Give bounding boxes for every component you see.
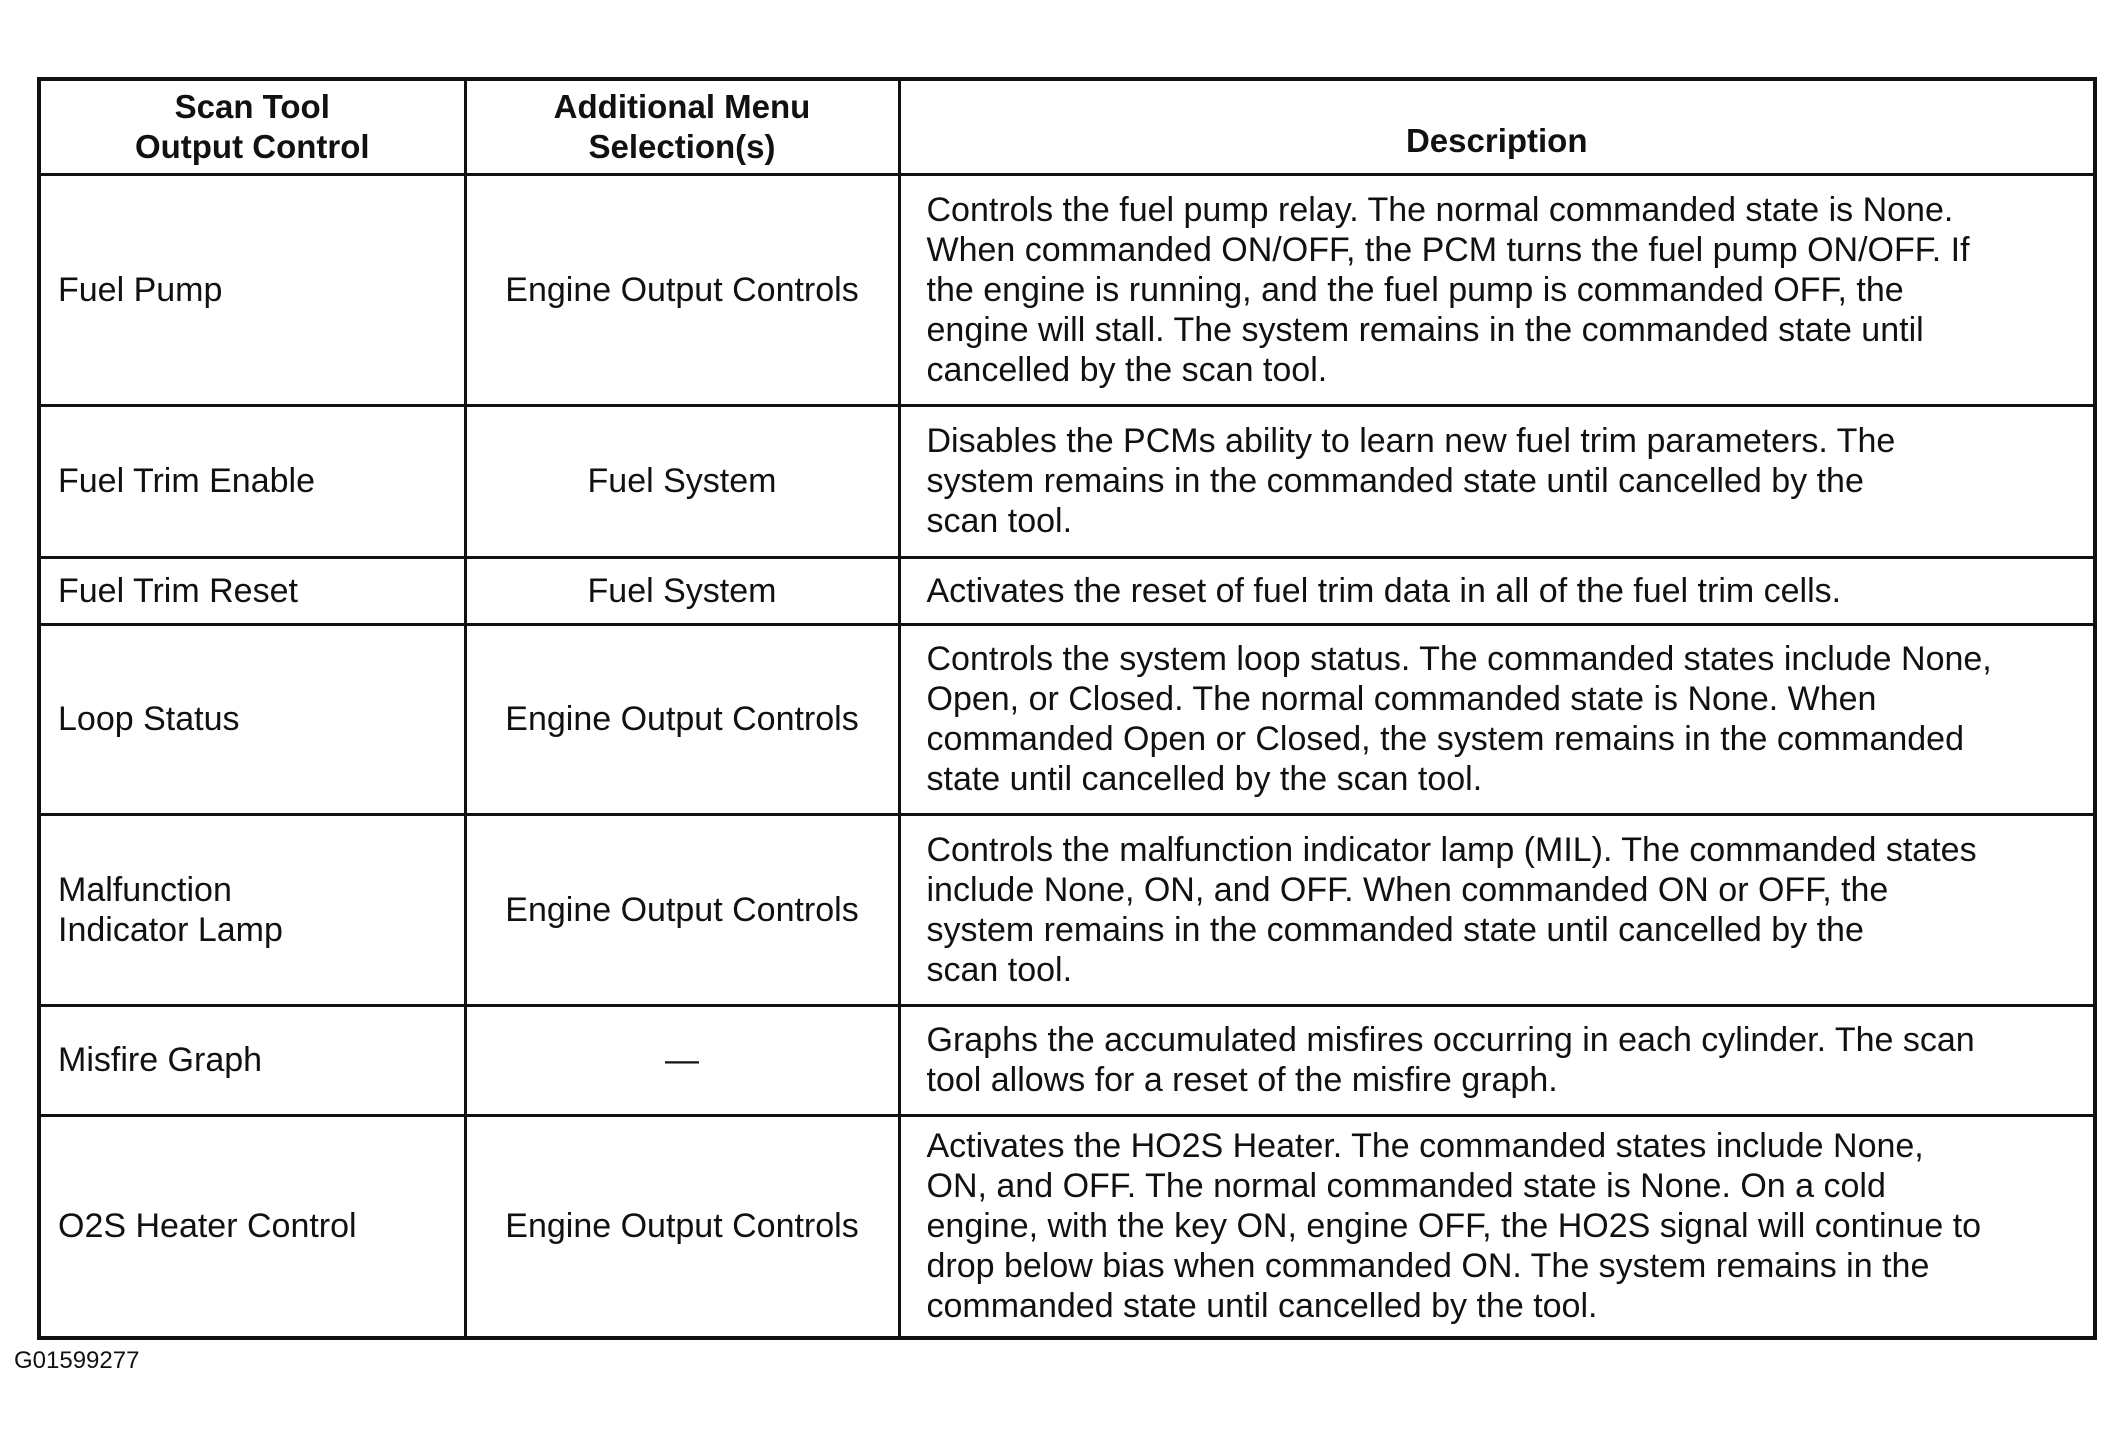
table-header — [39, 79, 2095, 174]
row-control-cell: Loop Status — [39, 624, 465, 814]
row-description-cell: Disables the PCMs ability to learn new fuel trim parameters. The system remains in the commanded state until cancelled by the scan tool. — [899, 405, 2095, 557]
row-control-cell: Misfire Graph — [39, 1005, 465, 1115]
row-control-cell: Fuel Trim Reset — [39, 557, 465, 624]
row-description-cell: Graphs the accumulated misfires occurring in each cylinder. The scan tool allows for a reset of the misfire graph. — [899, 1005, 2095, 1115]
row-control-cell: O2S Heater Control — [39, 1115, 465, 1338]
table-row — [39, 1115, 2095, 1338]
row-description-cell: Activates the HO2S Heater. The commanded states include None, ON, and OFF. The normal commanded state is None. On a cold engine, with the key ON, engine OFF, the HO2S signal will continue to drop below bias when commanded ON. The system remains in the commanded state until cancelled by the tool. — [899, 1115, 2095, 1338]
table-row — [39, 1005, 2095, 1115]
row-description-cell: Controls the fuel pump relay. The normal commanded state is None. When commanded ON/OFF, the PCM turns the fuel pump ON/OFF. If the engine is running, and the fuel pump is commanded OFF, the engine will stall. The system remains in the commanded state until cancelled by the scan tool. — [899, 174, 2095, 405]
table-row — [39, 814, 2095, 1005]
header-additional-menu-selections: Additional Menu Selection(s) — [465, 79, 899, 174]
row-menu-cell: Engine Output Controls — [465, 1115, 899, 1338]
row-menu-cell: Engine Output Controls — [465, 624, 899, 814]
row-control-cell: Fuel Trim Enable — [39, 405, 465, 557]
row-description-cell: Controls the system loop status. The commanded states include None, Open, or Closed. The normal commanded state is None. When commanded Open or Closed, the system remains in the commanded state until cancelled by the scan tool. — [899, 624, 2095, 814]
header-row — [39, 79, 2095, 174]
table-row — [39, 174, 2095, 405]
table-row — [39, 557, 2095, 624]
row-menu-cell: Fuel System — [465, 405, 899, 557]
row-control-cell: Malfunction Indicator Lamp — [39, 814, 465, 1005]
table-row — [39, 624, 2095, 814]
table-body — [39, 174, 2095, 1338]
row-description-cell: Activates the reset of fuel trim data in all of the fuel trim cells. — [899, 557, 2095, 624]
table-row — [39, 405, 2095, 557]
row-menu-cell: Engine Output Controls — [465, 814, 899, 1005]
header-scan-tool-output-control: Scan Tool Output Control — [39, 79, 465, 174]
output-controls-table — [37, 77, 2097, 1340]
row-menu-cell: — — [465, 1005, 899, 1115]
header-description: Description — [899, 79, 2095, 174]
row-menu-cell: Fuel System — [465, 557, 899, 624]
figure-id-label: G01599277 — [14, 1347, 140, 1374]
row-control-cell: Fuel Pump — [39, 174, 465, 405]
row-menu-cell: Engine Output Controls — [465, 174, 899, 405]
row-description-cell: Controls the malfunction indicator lamp (MIL). The commanded states include None, ON, and OFF. When commanded ON or OFF, the system remains in the commanded state until cancelled by the scan tool. — [899, 814, 2095, 1005]
